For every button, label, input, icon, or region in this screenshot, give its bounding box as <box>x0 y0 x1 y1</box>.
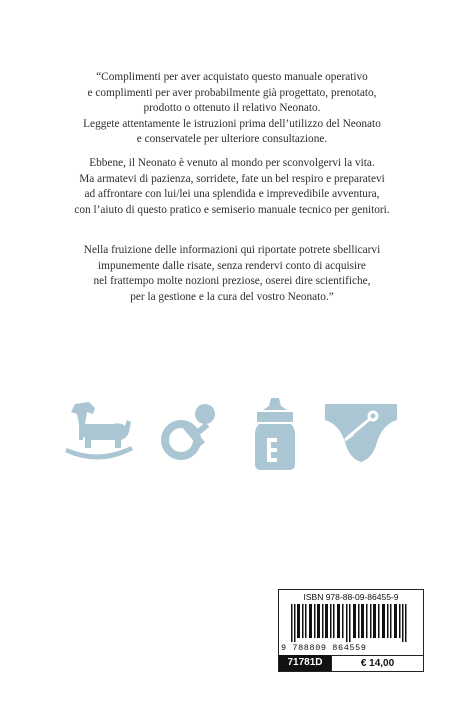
blurb-paragraph-2 <box>40 156 424 218</box>
blurb-line: Ma armatevi di pazienza, sorridete, fate un bel respiro e preparatevi <box>79 172 385 185</box>
blurb-line: impunemente dalle risate, senza rendervi conto di acquisire <box>98 259 366 272</box>
price-label: € 14,00 <box>331 655 423 671</box>
product-code: 71781D <box>279 655 331 671</box>
ean-digits: 9 788809 864559 <box>281 643 367 653</box>
blurb-line: ad affrontare con lui/lei una splendida e imprevedibile avventura, <box>84 188 380 201</box>
barcode-label <box>278 589 424 672</box>
blurb-line: “Complimenti per aver acquistato questo manuale operativo <box>96 71 368 83</box>
barcode-bars <box>287 604 417 642</box>
rattle-icon <box>155 398 227 470</box>
blurb-line: Nella fruizione delle informazioni qui riportate potrete sbellicarvi <box>83 244 381 256</box>
isbn-number: ISBN 978-88-09-86455-9 <box>303 592 399 602</box>
blurb-line: prodotto o ottenuto il relativo Neonato. <box>143 102 321 115</box>
blurb-line: e complimenti per aver probabilmente già progettato, prenotato, <box>87 86 377 99</box>
diaper-icon <box>323 398 399 470</box>
rocking-horse-icon <box>65 398 137 470</box>
blurb-line: Ebbene, il Neonato è venuto al mondo per sconvolgervi la vita. <box>89 157 375 169</box>
blurb-line: per la gestione e la cura del vostro Neonato.” <box>130 290 334 303</box>
blurb-line: con l’aiuto di questo pratico e semiserio manuale tecnico per genitori. <box>74 203 390 216</box>
baby-icons-row <box>65 398 400 470</box>
blurb-paragraph-3 <box>40 243 424 305</box>
blurb-line: nel frattempo molte nozioni preziose, oserei dire scientifiche, <box>93 275 371 288</box>
blurb-paragraph-1 <box>40 70 424 148</box>
blurb-line: e conservatele per ulteriore consultazione. <box>136 133 328 146</box>
blurb-line: Leggete attentamente le istruzioni prima dell’utilizzo del Neonato <box>83 117 381 130</box>
baby-bottle-icon <box>245 398 305 470</box>
